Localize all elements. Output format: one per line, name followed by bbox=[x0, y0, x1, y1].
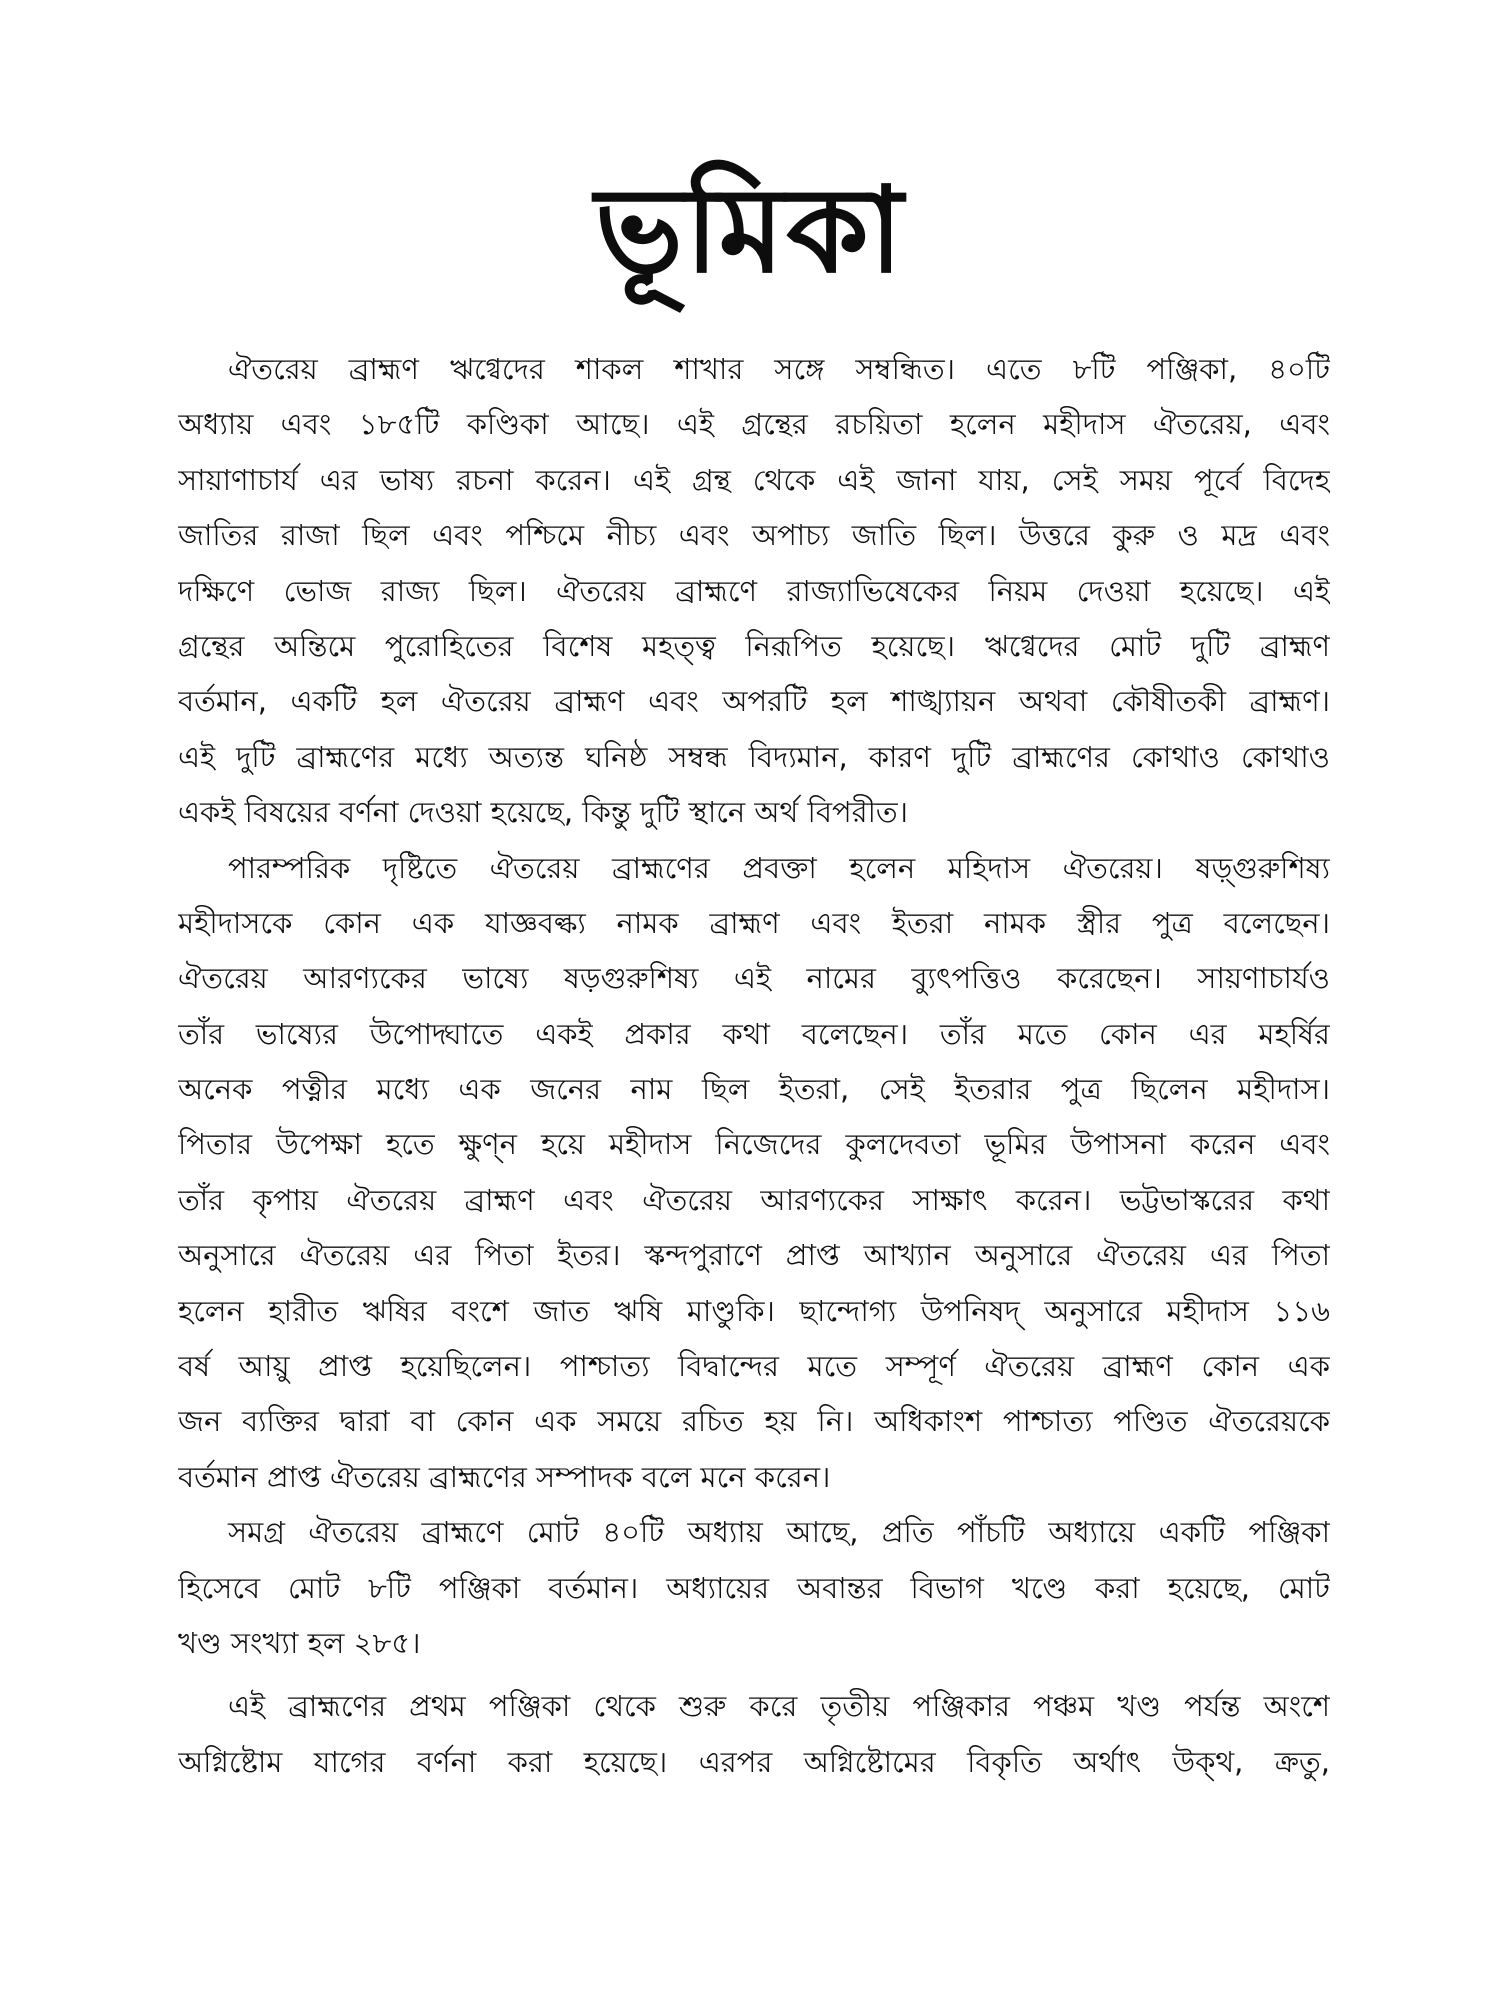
text-line: দক্ষিণে ভোজ রাজ্য ছিল। ঐতরেয় ব্রাহ্মণে রাজ্যাভিষেকের নিয়ম দেওয়া হয়েছে। এই bbox=[178, 573, 1330, 608]
text-line: এই দুটি ব্রাহ্মণের মধ্যে অত্যন্ত ঘনিষ্ঠ সম্বন্ধ বিদ্যমান, কারণ দুটি ব্রাহ্মণের কোথাও কোথাও bbox=[178, 739, 1330, 774]
text-line: তাঁর ভাষ্যের উপোদ্ঘাতে একই প্রকার কথা বলেছেন। তাঁর মতে কোন এর মহর্ষির bbox=[178, 1016, 1330, 1051]
page-title: ভূমিকা bbox=[595, 160, 905, 299]
text-line: সমগ্র ঐতরেয় ব্রাহ্মণে মোট ৪০টি অধ্যায় আছে, প্রতি পাঁচটি অধ্যায়ে একটি পঞ্জিকা bbox=[228, 1515, 1330, 1550]
text-line: তাঁর কৃপায় ঐতরেয় ব্রাহ্মণ এবং ঐতরেয় আরণ্যকের সাক্ষাৎ করেন। ভট্টভাস্করের কথা bbox=[178, 1182, 1330, 1217]
text-line: অনুসারে ঐতরেয় এর পিতা ইতর। স্কন্দপুরাণে প্রাপ্ত আখ্যান অনুসারে ঐতরেয় এর পিতা bbox=[178, 1238, 1330, 1273]
paragraph-2 bbox=[178, 841, 1330, 1506]
text-line: বর্ষ আয়ু প্রাপ্ত হয়েছিলেন। পাশ্চাত্য বিদ্বান্দের মতে সম্পূর্ণ ঐতরেয় ব্রাহ্মণ কোন এক bbox=[178, 1349, 1330, 1384]
text-line: বর্তমান প্রাপ্ত ঐতরেয় ব্রাহ্মণের সম্পাদক বলে মনে করেন। bbox=[178, 1459, 831, 1494]
paragraph-4 bbox=[178, 1679, 1330, 1790]
text-line: পিতার উপেক্ষা হতে ক্ষুণ্ন হয়ে মহীদাস নিজেদের কুলদেবতা ভূমির উপাসনা করেন এবং bbox=[178, 1127, 1330, 1162]
paragraph-1 bbox=[178, 342, 1330, 841]
text-line: হলেন হারীত ঋষির বংশে জাত ঋষি মাণ্ডুকি। ছান্দোগ্য উপনিষদ্ অনুসারে মহীদাস ১১৬ bbox=[178, 1293, 1330, 1328]
text-line: জন ব্যক্তির দ্বারা বা কোন এক সময়ে রচিত হয় নি। অধিকাংশ পাশ্চাত্য পণ্ডিত ঐতরেয়কে bbox=[178, 1404, 1330, 1439]
text-line: অনেক পত্নীর মধ্যে এক জনের নাম ছিল ইতরা, সেই ইতরার পুত্র ছিলেন মহীদাস। bbox=[178, 1072, 1330, 1107]
text-line: ঐতরেয় ব্রাহ্মণ ঋগ্বেদের শাকল শাখার সঙ্গে সম্বন্ধিত। এতে ৮টি পঞ্জিকা, ৪০টি bbox=[228, 352, 1330, 386]
paragraph-3 bbox=[178, 1505, 1330, 1671]
text-line: জাতির রাজা ছিল এবং পশ্চিমে নীচ্য এবং অপাচ্য জাতি ছিল। উত্তরে কুরু ও মদ্র এবং bbox=[178, 518, 1330, 553]
text-line: গ্রন্থের অন্তিমে পুরোহিতের বিশেষ মহত্ত্ব নিরূপিত হয়েছে। ঋগ্বেদের মোট দুটি ব্রাহ্মণ bbox=[178, 628, 1330, 663]
text-line: অধ্যায় এবং ১৮৫টি কণ্ডিকা আছে। এই গ্রন্থের রচয়িতা হলেন মহীদাস ঐতরেয়, এবং bbox=[178, 407, 1330, 442]
text-line: বর্তমান, একটি হল ঐতরেয় ব্রাহ্মণ এবং অপরটি হল শাঙ্খ্যায়ন অথবা কৌষীতকী ব্রাহ্মণ। bbox=[178, 684, 1330, 719]
text-line: খণ্ড সংখ্যা হল ২৮৫। bbox=[178, 1625, 421, 1660]
body-text bbox=[178, 342, 1330, 1790]
text-line: পারম্পরিক দৃষ্টিতে ঐতরেয় ব্রাহ্মণের প্রবক্তা হলেন মহিদাস ঐতরেয়। ষড়্গুরুশিষ্য bbox=[228, 850, 1330, 885]
text-line: এই ব্রাহ্মণের প্রথম পঞ্জিকা থেকে শুরু করে তৃতীয় পঞ্জিকার পঞ্চম খণ্ড পর্যন্ত অংশে bbox=[228, 1689, 1330, 1724]
text-line: মহীদাসকে কোন এক যাজ্ঞবল্ক্য নামক ব্রাহ্মণ এবং ইতরা নামক স্ত্রীর পুত্র বলেছেন। bbox=[178, 905, 1330, 940]
text-line: অগ্নিষ্টোম যাগের বর্ণনা করা হয়েছে। এরপর অগ্নিষ্টোমের বিকৃতি অর্থাৎ উক্থ, ক্রতু, bbox=[178, 1744, 1330, 1779]
text-line: ঐতরেয় আরণ্যকের ভাষ্যে ষড়গুরুশিষ্য এই নামের ব্যুৎপত্তিও করেছেন। সায়ণাচার্যও bbox=[178, 961, 1330, 996]
text-line: হিসেবে মোট ৮টি পঞ্জিকা বর্তমান। অধ্যায়ের অবান্তর বিভাগ খণ্ডে করা হয়েছে, মোট bbox=[178, 1570, 1330, 1605]
text-line: সায়াণাচার্য এর ভাষ্য রচনা করেন। এই গ্রন্থ থেকে এই জানা যায়, সেই সময় পূর্বে বিদেহ bbox=[178, 462, 1330, 497]
text-line: একই বিষয়ের বর্ণনা দেওয়া হয়েছে, কিন্তু দুটি স্থানে অর্থ বিপরীত। bbox=[178, 795, 909, 830]
